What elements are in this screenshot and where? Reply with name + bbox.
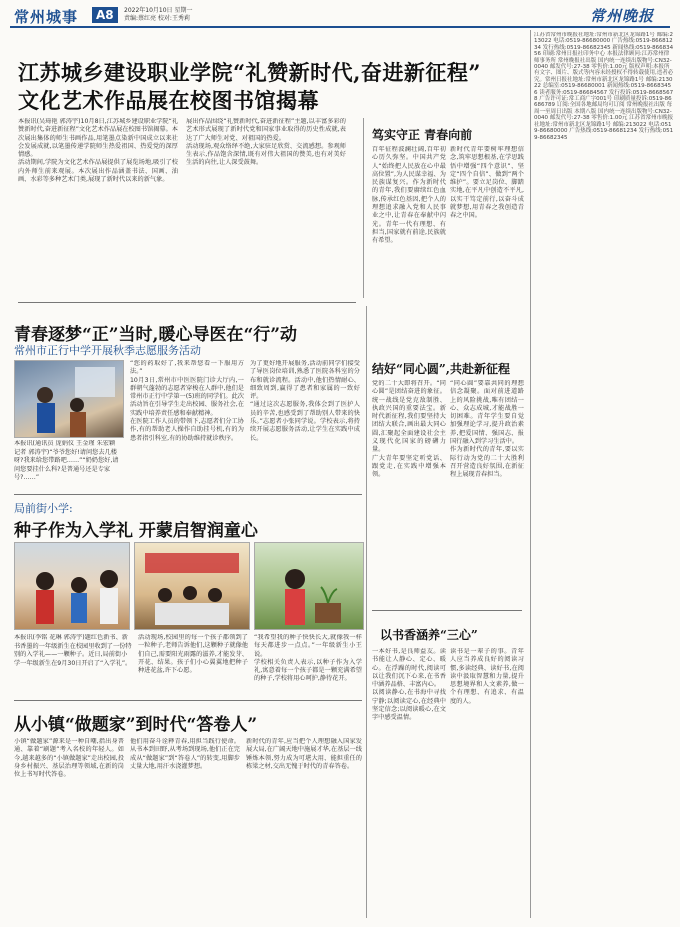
planting-caption: 本报讯(李铭 花琳 郭涛宇)题红色新书、新书香墨的一年级新生在校园里收到了一份特别的入学礼——一颗种子。近日,局前街小学一年级新生在9月30日开启了“入学礼”。 [14,634,132,667]
page-number: A8 [92,7,118,23]
issue-date: 2022年10月10日 星期一 [124,7,193,14]
tongxinyuan-col-2: “同心圆”要靠共同的理想信念凝聚。面对前进道路上的风险挑战,唯有团结一心、众志成城,才能战胜一切困难。青年学生要自觉加强理论学习,提升政治素养,把爱国情、强国志、报国行融入到学习生活中。 作为新时代的青年,要以实际行动为党的二十大胜利召开营造良好氛围,在新征程上展现青春担当。 [450,380,524,479]
publisher-info-column: 江苏省常州市晚报社地址:常州市新北区龙锦路1号 邮编:213022 电话:0519-86680000 广告热线:0519-86681234 发行热线:0519-86682345 新闻热线:0519-86683456 印刷:常州日报社印务中心 本报法律顾问:江苏常州律师事务所 常州晚报社出版 国内统一连续出版物号:CN32-0040 邮发代号:27-38 零售价:1.00元 版权声明:本报所有文字、图片、版式等内容未经授权不得转载使用,违者必究。常州日报社地址:常州市新北区龙锦路1号 邮编:213022 总编室:0519-86680001 新闻热线:0519-86683456 读者服务:0519-86684567 发行投诉:0519-86685678 广告许可证:常工商广字001号 印刷质量投诉:0519-86686789 订阅:全国各地邮局均可订阅 常州晚报社出版 每周一至周日出版 本期八版 国内统一连续出版物号:CN32-0040 邮发代号:27-38 零售价:1.00元 江苏省常州市晚报社地址:常州市新北区龙锦路1号 邮编:213022 电话:0519-86680000 广告热线:0519-86681234 发行热线:0519-86682345 [534,32,674,141]
tongxinyuan-bottom-rule [372,610,522,611]
lead-bottom-rule [18,302,356,303]
middle-vertical-rule [366,306,367,918]
tongxinyuan-col-1: 党的二十大即将召开。“同心圆”是团结奋进的象征。统一战线是党克敌制胜、执政兴国的重要法宝。新时代新征程,我们要坚持大团结大联合,画出最大同心圆,汇聚起全面建设社会主义现代化国家的磅礴力量。 广大青年要坚定听党话、跟党走,在实践中增强本领。 [372,380,446,479]
sanhua-col-1: 一本好书,是良师益友。读书能让人静心、定心、暖心。在浮躁的时代,阅读可以让我们沉下心来,在书香中涵养品格、丰富内心。 以阅读静心,在书海中寻找宁静;以阅读定心,在经典中坚定信念;以阅读暖心,在文字中感受温情。 [372,648,446,722]
lead-col-1: 本报讯(吴琦艳 郭涛宇)10月8日,江苏城乡建设职业学院“礼赞新时代,奋进新征程”文化艺术作品展在校图书馆揭幕。本次展出集体的师生书画作品,用笔墨点染新中国成立以来社会发展成就,以笔墨传递学院师生热爱祖国、热爱党的深厚情感。 活动期间,学院为文化艺术作品展提供了展览场地,吸引了校内外师生前来观展。本次展出作品涵盖书法、国画、油画、水彩等多种艺术门类,展现了新时代以来的新气象。 [18,118,178,184]
volunteer-photo-caption: 本报讯(通讯员 庞娟仪 王金瑾 朱宏颖 记者 郭涛宇)“爷爷您好!请问您去几楼呀?我来给您带路吧……”“奶奶您好,请问您要挂什么科?是普通号还是专家号?……” [14,440,119,481]
lead-vertical-rule [363,118,364,298]
infobar-vertical-rule [530,30,531,918]
planting-photo-2 [134,542,250,630]
newspaper-logo: 常州晚报 [590,7,655,25]
editor-credit: 责编:蔡红亮 校对:王秀莉 [124,15,190,22]
masthead-rule [10,26,670,28]
volunteer-photo [14,360,124,438]
section-title: 常州城事 [14,8,79,26]
sanhua-col-2: 读书是一辈子的事。青年人应当养成良好的阅读习惯,多读经典、读好书,在阅读中汲取智慧和力量,提升思想境界和人文素养,做一个有理想、有追求、有温度的人。 [450,648,524,705]
planting-photo-1 [14,542,130,630]
sidebar-heading-qingchun: 笃实守正 青春向前 [372,128,473,142]
volunteer-bottom-rule [14,494,362,495]
planting-photo-3 [254,542,364,630]
volunteer-subheadline: 常州市正行中学开展秋季志愿服务活动 [14,344,201,357]
planting-photo-3-illustration [255,543,363,629]
volunteer-col-1: “您的药取好了,我来帮您看一下服用方法。” 10月3日,常州市中医医院门诊大厅内,一群朝气蓬勃的志愿者穿梭在人群中,他们是常州市正行中学第一(5)班的同学们。此次活动旨在引导学生走出校园、服务社会,在实践中培养责任感和奉献精神。 在医院工作人员的带领下,志愿者们分工协作,有的帮助老人操作自助挂号机,有的为患者指引科室,有的协助维持就诊秩序。 [130,360,244,442]
planting-col-1: 活动现场,校园里的每一个孩子都领到了一粒种子,老师告诉他们,这颗种子就像他们自己,需要阳光雨露的滋养,才能发芽、开花、结果。孩子们小心翼翼地把种子种进花盆,许下心愿。 [138,634,248,675]
volunteer-headline: 青春逐梦“正”当时,暖心导医在“行”动 [14,325,298,345]
sidebar-qingchun-col-2: 新时代青年要树牢理想信念,筑牢思想根基,在学思践悟中增强“四个意识”、坚定“四个自信”、做到“两个维护”。要立足岗位、脚踏实地,在平凡中创造不平凡,以实干笃定前行,以奋斗成就梦想,用青春之我创造青春之中国。 [450,146,524,220]
volunteer-col-2: 为了更好地开展服务,活动前同学们接受了导医岗位培训,熟悉了医院各科室的分布和就诊流程。活动中,他们热情耐心、细致周到,赢得了患者和家属的一致好评。 “通过这次志愿服务,我体会到了医护人员的辛苦,也感受到了帮助别人带来的快乐。”志愿者小张同学说。学校表示,将持续开展志愿服务活动,让学生在实践中成长。 [250,360,360,442]
zuoti-headline: 从小镇“做题家”到时代“答卷人” [14,715,258,735]
lead-col-2: 展出作品围绕“礼赞新时代,奋进新征程”主题,以丰富多彩的艺术形式展现了新时代党和国家事业取得的历史性成就,表达了广大师生对党、对祖国的热爱。 活动现场,观众络绎不绝,大家驻足欣赏、交流感想。参观师生表示,作品饱含深情,既有对伟大祖国的赞美,也有对美好生活的向往,让人深受鼓舞。 [186,118,346,167]
zuoti-col-3: 新时代的青年,应当把个人理想融入国家发展大局,在广阔天地中施展才华,在基层一线锤炼本领,努力成为可堪大用、能担重任的栋梁之材,交出无愧于时代的青春答卷。 [246,738,362,770]
sanhua-heading: 以书香涵养“三心” [380,628,478,642]
zuoti-col-2: 他们用奋斗诠释青春,用担当践行使命。从书本到田野,从考场到现场,他们正在完成从“做题家”到“答卷人”的转变,用脚步丈量大地,用汗水浇灌梦想。 [130,738,240,770]
planting-kicker: 局前街小学: [14,502,73,515]
planting-col-2: “我希望我的种子快快长大,就像我一样每天都进步一点点。”一年级新生小王说。 学校相关负责人表示,以种子作为入学礼,寓意着每一个孩子都是一颗充满希望的种子,学校将用心呵护,静待花开。 [254,634,362,683]
planting-headline: 种子作为入学礼 开蒙启智润童心 [14,521,258,541]
planting-bottom-rule [14,700,362,701]
planting-photo-2-illustration [135,543,249,629]
zuoti-col-1: 小镇“做题家”源来是一种自嘲,指出身普通、靠着“刷题”考入名校的年轻人。如今,越来越多的“小镇做题家”走出校园,投身乡村振兴、基层治理等领域,在新的岗位上书写时代答卷。 [14,738,124,779]
sidebar-qingchun-col-1: 百年征程波澜壮阔,百年初心历久弥坚。中国共产党人“始终把人民放在心中最高位置”,为人民谋幸福、为民族谋复兴。作为新时代的青年,我们要赓续红色血脉,传承红色基因,把个人的理想追求融入党和人民事业之中,让青春在奉献中闪光。青年一代有理想、有担当,国家就有前途,民族就有希望。 [372,146,446,245]
tongxinyuan-heading: 结好“同心圆”,共赴新征程 [372,362,510,376]
volunteer-photo-illustration [15,361,123,437]
planting-photo-1-illustration [15,543,129,629]
lead-headline-line1: 江苏城乡建设职业学院“礼赞新时代,奋进新征程” [18,60,481,85]
lead-headline-line2: 文化艺术作品展在校图书馆揭幕 [18,88,319,113]
